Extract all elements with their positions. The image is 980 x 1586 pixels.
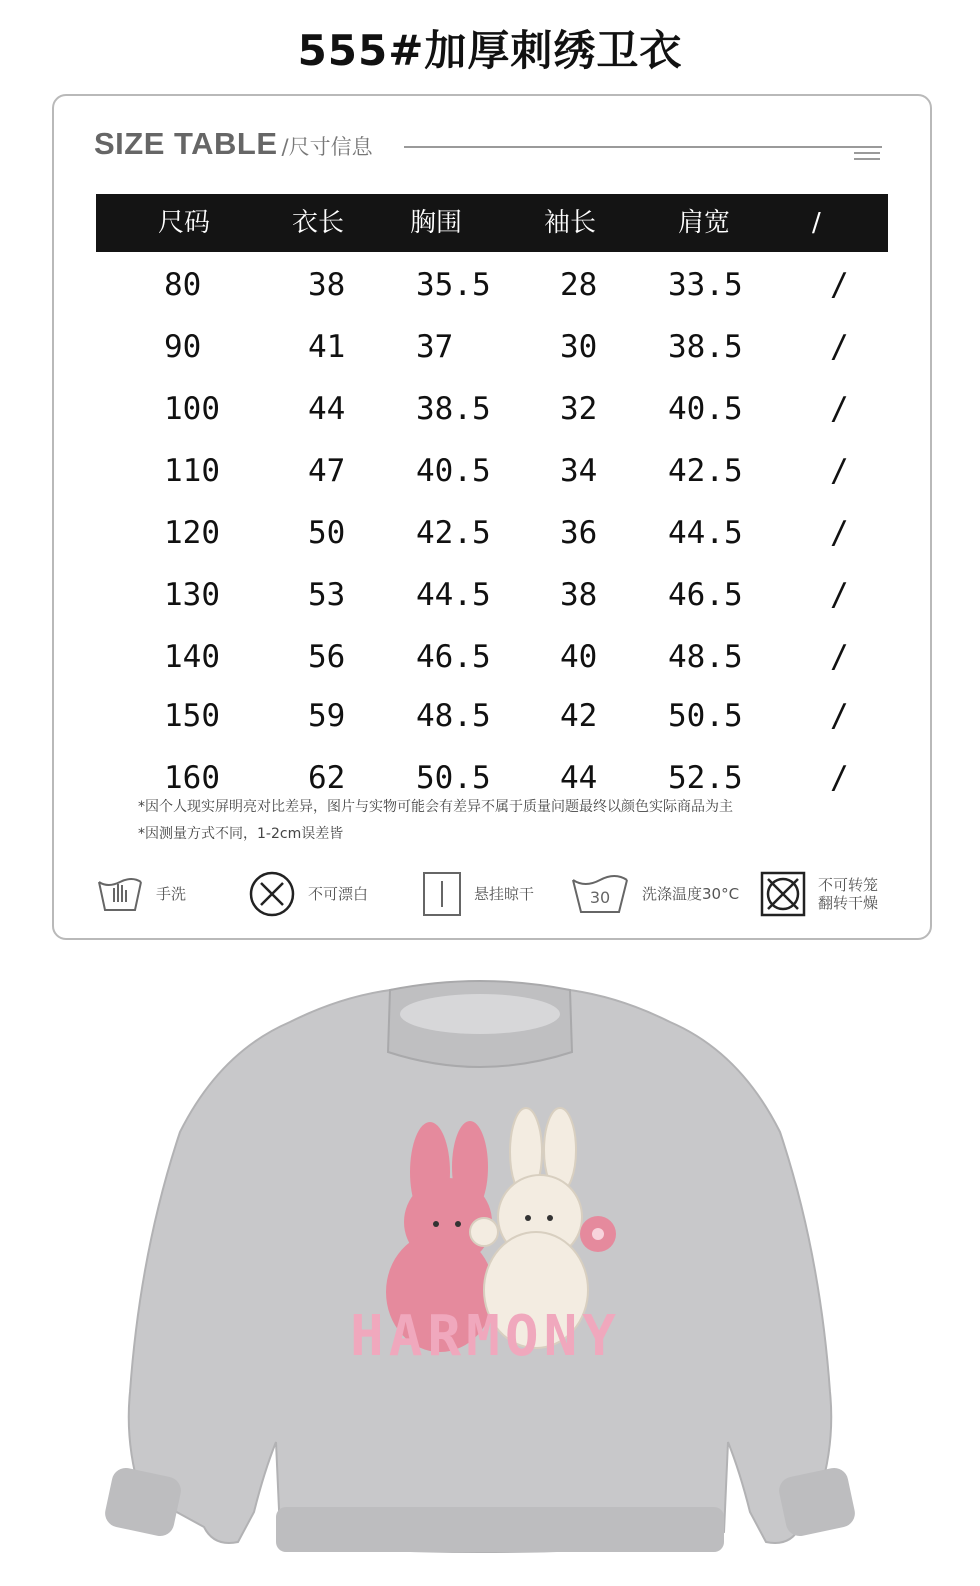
wash-temp-label: 洗涤温度30°C [642,885,740,903]
shirt-lettering: HARMONY [350,1304,622,1369]
column-header-size: 尺码 [158,208,211,238]
table-row [54,569,934,621]
header-divider [404,146,882,148]
cell-chest: 38.5 [416,391,491,427]
cell-sleeve: 38 [560,577,598,613]
care-no-tumble-dry [760,868,884,920]
cell-blank: / [830,515,849,551]
cell-sleeve: 30 [560,329,598,365]
care-no-bleach [248,868,368,920]
cell-sleeve: 32 [560,391,598,427]
no-bleach-label: 不可漂白 [308,885,369,903]
cell-size: 110 [164,453,220,489]
hand-wash-icon [96,872,144,916]
cell-sleeve: 36 [560,515,598,551]
cell-blank: / [830,453,849,489]
care-hang-dry [422,868,534,920]
product-title: 555#加厚刺绣卫衣 [297,26,683,75]
cell-sleeve: 44 [560,760,598,796]
cell-sleeve: 40 [560,639,598,675]
cell-size: 130 [164,577,220,613]
column-header-length: 衣长 [292,208,345,238]
wash-30-icon [570,872,630,916]
hand-wash-label: 手洗 [156,885,187,903]
cell-shoulder: 46.5 [668,577,743,613]
cell-chest: 37 [416,329,454,365]
no-bleach-icon [248,870,296,918]
hang-dry-label: 悬挂晾干 [474,885,535,903]
table-row [54,690,934,742]
size-table-title-en: SIZE TABLE [94,126,278,161]
cell-shoulder: 48.5 [668,639,743,675]
care-wash-temp [570,868,739,920]
cell-size: 140 [164,639,220,675]
cell-shoulder: 40.5 [668,391,743,427]
cell-shoulder: 33.5 [668,267,743,303]
table-row [54,445,934,497]
cell-chest: 40.5 [416,453,491,489]
sweatshirt-image [100,972,860,1572]
care-hand-wash [96,868,186,920]
table-row [54,321,934,373]
cell-shoulder: 42.5 [668,453,743,489]
column-header-chest: 胸围 [410,208,463,238]
table-row [54,383,934,435]
cell-chest: 46.5 [416,639,491,675]
cell-blank: / [830,329,849,365]
column-header-blank: / [812,208,821,238]
cell-size: 120 [164,515,220,551]
disclaimer-note: *因个人现实屏明亮对比差异，图片与实物可能会有差异不属于质量问题最终以颜色实际商品为主 [138,799,733,815]
cell-length: 56 [308,639,346,675]
cell-length: 59 [308,698,346,734]
cell-chest: 35.5 [416,267,491,303]
cell-blank: / [830,639,849,675]
hang-dry-icon [422,871,462,917]
measurement-note: *因测量方式不同，1-2cm误差皆 [138,826,344,842]
cell-blank: / [830,698,849,734]
table-row [54,507,934,559]
size-table-header [94,126,373,162]
menu-lines-icon [854,152,880,164]
cell-blank: / [830,760,849,796]
wash-temp-number: 30 [589,888,611,907]
cell-size: 90 [164,329,202,365]
table-row [54,259,934,311]
cell-length: 62 [308,760,346,796]
cell-sleeve: 28 [560,267,598,303]
cell-size: 160 [164,760,220,796]
table-row [54,631,934,683]
cell-shoulder: 44.5 [668,515,743,551]
cell-sleeve: 42 [560,698,598,734]
cell-sleeve: 34 [560,453,598,489]
size-table-card [52,94,932,940]
size-table-title-cn: /尺寸信息 [281,135,373,159]
cell-chest: 44.5 [416,577,491,613]
cell-length: 47 [308,453,346,489]
cell-length: 50 [308,515,346,551]
cell-size: 150 [164,698,220,734]
cell-size: 100 [164,391,220,427]
column-header-shoulder: 肩宽 [678,208,731,238]
no-tumble-dry-icon [760,871,806,917]
cell-chest: 42.5 [416,515,491,551]
cell-blank: / [830,267,849,303]
cell-blank: / [830,577,849,613]
cell-length: 38 [308,267,346,303]
cell-length: 44 [308,391,346,427]
cell-shoulder: 38.5 [668,329,743,365]
cell-chest: 48.5 [416,698,491,734]
cell-shoulder: 52.5 [668,760,743,796]
cell-length: 41 [308,329,346,365]
table-header-row [96,194,888,252]
cell-shoulder: 50.5 [668,698,743,734]
cell-blank: / [830,391,849,427]
column-header-sleeve: 袖长 [544,208,597,238]
cell-size: 80 [164,267,202,303]
cell-length: 53 [308,577,346,613]
cell-chest: 50.5 [416,760,491,796]
no-tumble-dry-label: 不可转笼翻转干燥 [818,876,879,912]
